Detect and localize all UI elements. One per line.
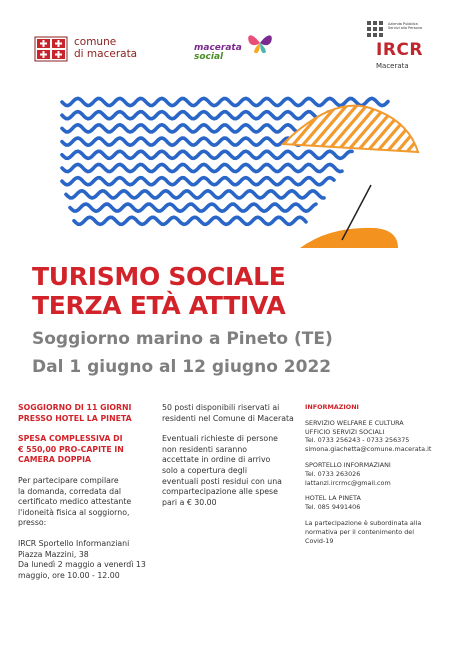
ircr-dots-icon — [366, 20, 386, 40]
wave-line — [70, 204, 316, 211]
hotel-phone: Tel. 085 9491406 — [305, 503, 361, 512]
social-office: UFFICIO SERVIZI SOCIALI — [305, 427, 385, 436]
wave-line — [66, 191, 324, 198]
nonresident-line-6: compartecipazione alle spese — [162, 487, 278, 497]
comune-city: di macerata — [74, 48, 138, 60]
ircr-subtitle: Azienda Pubblica Servizi alla Persona — [388, 22, 423, 30]
apply-line-4: l'idoneità fisica al soggiorno, — [18, 507, 130, 517]
stay-heading-2: PRESSO HOTEL LA PINETA — [18, 413, 132, 423]
nonresident-line-2: non residenti saranno — [162, 444, 248, 454]
apply-line-2: la domanda, corredata dal — [18, 486, 122, 496]
nonresident-line-1: Eventuali richieste di persone — [162, 434, 278, 444]
covid-note-2: normativa per il contenimento del — [305, 527, 415, 536]
apply-line-1: Per partecipare compilare — [18, 475, 119, 485]
stay-heading-1: SOGGIORNO DI 11 GIORNI — [18, 403, 132, 412]
beach-illustration — [0, 80, 455, 260]
cost-line-1: SPESA COMPLESSIVA DI — [18, 434, 123, 444]
umbrella-icon — [270, 90, 455, 160]
welfare-email[interactable]: simona.giachetta@comune.macerata.it — [305, 445, 432, 454]
column-contacts — [305, 403, 435, 545]
title-line-1: TURISMO SOCIALE — [32, 262, 286, 291]
office-hours-2: maggio, ore 10.00 - 12.00 — [18, 570, 120, 580]
subtitle-location: Soggiorno marino a Pineto (TE) — [32, 329, 333, 349]
wave-line — [74, 217, 306, 224]
wave-line — [62, 178, 334, 185]
apply-line-3: certificato medico attestante — [18, 497, 132, 507]
nonresident-line-3: accettate in ordine di arrivo — [162, 455, 271, 465]
column-stay-info — [18, 403, 146, 581]
sand-mound — [300, 228, 398, 248]
covid-note-1: La partecipazione è subordinata alla — [305, 518, 422, 527]
wave-line — [62, 164, 342, 171]
welfare-phone: Tel. 0733 256243 - 0733 256375 — [305, 436, 410, 445]
nonresident-line-4: solo a copertura degli — [162, 465, 248, 475]
apply-line-5: presso: — [18, 518, 47, 528]
cost-line-2: € 550,00 PRO-CAPITE IN — [18, 444, 124, 454]
nonresident-line-7: pari a € 30.00 — [162, 497, 217, 507]
butterfly-icon — [246, 30, 274, 56]
desk-phone: Tel. 0733 263026 — [305, 469, 361, 478]
ircr-logo — [366, 20, 436, 80]
cost-line-3: CAMERA DOPPIA — [18, 455, 92, 465]
comune-name: comune — [74, 36, 117, 48]
desk-email[interactable]: lattanzi.ircrmc@gmail.com — [305, 478, 391, 487]
office-hours-1: Da lunedì 2 maggio a venerdì 13 — [18, 560, 146, 570]
places-line-1: 50 posti disponibili riservati ai — [162, 403, 280, 412]
hotel-name: HOTEL LA PINETA — [305, 494, 361, 503]
city-crest-icon — [34, 36, 68, 62]
welfare-service: SERVIZIO WELFARE E CULTURA — [305, 418, 404, 427]
places-line-2: residenti nel Comune di Macerata — [162, 413, 294, 423]
column-places-info — [162, 403, 297, 508]
office-address: Piazza Mazzini, 38 — [18, 549, 89, 559]
comune-logo — [34, 36, 137, 62]
office-name: IRCR Sportello Informanziani — [18, 538, 130, 548]
ircr-city: Macerata — [376, 62, 409, 70]
wave-line — [62, 98, 388, 105]
info-heading: INFORMAZIONI — [305, 403, 359, 411]
macerata-social-logo — [194, 30, 274, 70]
subtitle-dates: Dal 1 giugno al 12 giugno 2022 — [32, 357, 332, 377]
ircr-name: IRCR — [376, 40, 423, 60]
mc-line2: social — [194, 52, 224, 62]
mc-line1: macerata — [194, 43, 242, 53]
desk-name: SPORTELLO INFORMAZIANI — [305, 460, 391, 469]
covid-note-3: Covid-19 — [305, 536, 334, 545]
wave-line — [62, 151, 352, 158]
nonresident-line-5: eventuali posti residui con una — [162, 476, 282, 486]
title-line-2: TERZA ETÀ ATTIVA — [32, 291, 286, 320]
